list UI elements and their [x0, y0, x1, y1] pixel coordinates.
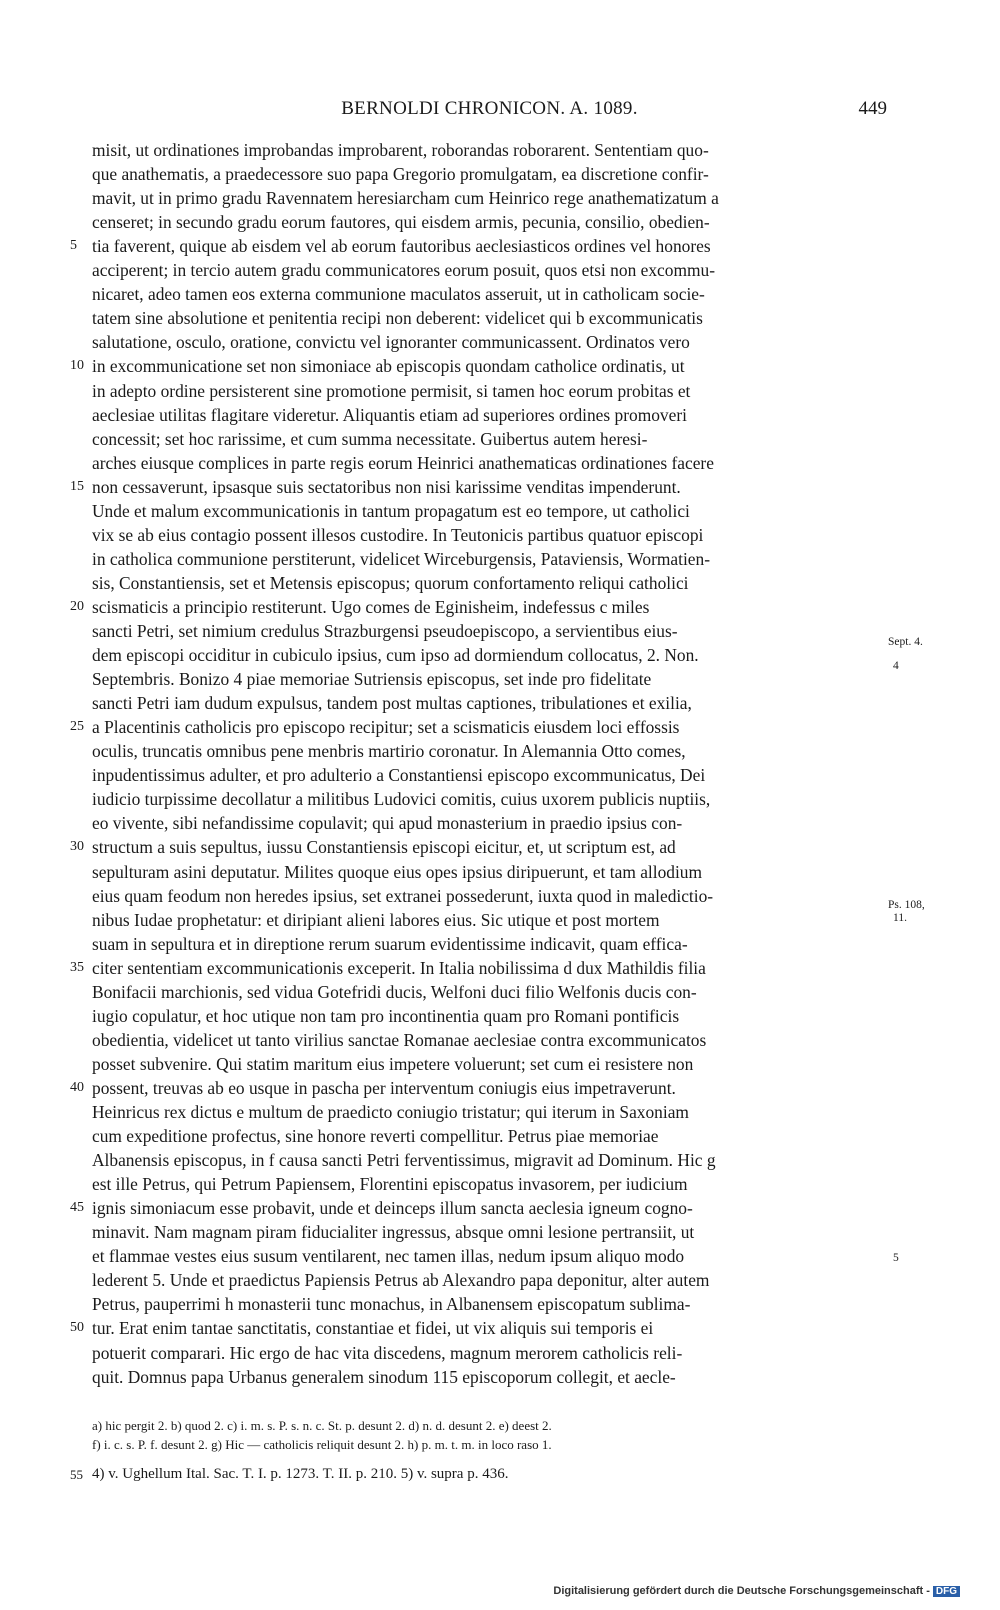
apparatus-line: a) hic pergit 2. b) quod 2. c) i. m. s. P. s. n. c. St. p. desunt 2. d) n. d. desunt 2. e) deest 2. [92, 1418, 552, 1433]
text-line: dem episcopi occiditur in cubiculo ipsius, cum ipso ad dormiendum collocatus, 2. Non. [92, 645, 699, 666]
margin-note: Ps. 108, [888, 899, 925, 911]
text-line: sancti Petri, set nimium credulus Strazburgensi pseudoepiscopo, a servientibus eius- [92, 621, 678, 641]
text-line: in excommunicatione set non simoniace ab episcopis quondam catholice ordinatis, ut [92, 356, 685, 377]
text-line: Unde et malum excommunicationis in tantum propagatum est eo tempore, ut catholici [92, 500, 690, 521]
footnote-line: 4) v. Ughellum Ital. Sac. T. I. p. 1273. T. II. p. 210. 5) v. supra p. 436. [92, 1466, 509, 1482]
apparatus-line: f) i. c. s. P. f. desunt 2. g) Hic — catholicis reliquit desunt 2. h) p. m. t. m. in loco raso 1. [92, 1437, 552, 1452]
text-line: Petrus, pauperrimi h monasterii tunc monachus, in Albanensem episcopatum sublima- [92, 1294, 691, 1315]
line-number: 25 [70, 719, 84, 735]
line-number: 15 [70, 478, 84, 494]
running-title: BERNOLDI CHRONICON. A. 1089. [341, 98, 638, 119]
text-line: in adepto ordine persisterent sine promotione permisit, si tamen hoc eorum probitas et [92, 380, 691, 401]
text-line: concessit; set hoc rarissime, et cum summa necessitate. Guibertus autem heresi- [92, 428, 648, 449]
text-line: quit. Domnus papa Urbanus generalem sinodum 115 episcoporum collegit, et aecle- [92, 1366, 676, 1387]
text-line: posset subvenire. Qui statim maritum eius impetere voluerunt; set cum ei resistere non [92, 1053, 694, 1074]
text-line: potuerit comparari. Hic ergo de hac vita discedens, magnum merorem catholicis reli- [92, 1342, 683, 1363]
text-line: misit, ut ordinationes improbandas improbarent, roborandas roborarent. Sententiam quo- [92, 140, 709, 160]
line-number: 5 [70, 238, 77, 254]
line-number: 50 [70, 1320, 84, 1336]
text-line: tia faverent, quique ab eisdem vel ab eorum fautoribus aeclesiasticos ordines vel honores [92, 236, 711, 257]
text-line: Heinricus rex dictus e multum de praedicto coniugio tristatur; qui iterum in Saxoniam [92, 1102, 689, 1122]
text-line: tatem sine absolutione et penitentia recipi non deberent: videlicet qui b excommunicatis [92, 308, 703, 329]
text-line: que anathematis, a praedecessore suo papa Gregorio promulgatam, ea discretione confir- [92, 164, 709, 185]
text-line: iudicio turpissime decollatur a militibus Ludovici comitis, cuius uxorem publicis nuptiis, [92, 789, 711, 810]
text-line: suam in sepultura et in direptione rerum suarum evidentissime indicavit, quam effica- [92, 933, 688, 954]
text-line: sepulturam asini deputatur. Milites quoque eius opes ipsius diripuerunt, et tam allodium [92, 861, 703, 882]
text-line: et flammae vestes eius susum ventilarent, nec tamen illas, nedum ipsum aliquo modo [92, 1246, 685, 1267]
text-line: in catholica communione perstiterunt, videlicet Wirceburgensis, Pataviensis, Wormatien- [92, 548, 711, 569]
text-line: sis, Constantiensis, set et Metensis episcopus; quorum confortamento reliqui catholici [92, 572, 689, 593]
text-line: Albanensis episcopus, in f causa sancti Petri ferventissimus, migravit ad Dominum. Hic g [92, 1150, 716, 1171]
text-line: sancti Petri iam dudum expulsus, tandem post multas captiones, tribulationes et exilia, [92, 693, 692, 714]
running-header [92, 98, 887, 124]
dfg-logo: DFG [933, 1586, 960, 1597]
line-number: 55 [70, 1467, 83, 1482]
text-line: oculis, truncatis omnibus pene menbris martirio coronatur. In Alemannia Otto comes, [92, 741, 686, 762]
text-line: scismaticis a principio restiterunt. Ugo comes de Eginisheim, indefessus c miles [92, 596, 650, 617]
text-line: inpudentissimus adulter, et pro adulterio a Constantiensi episcopo excommunicatus, Dei [92, 765, 706, 786]
text-line: censeret; in secundo gradu eorum fautores, qui eisdem armis, pecunia, consilio, obedien- [92, 212, 710, 233]
text-line: iugio copulatur, et hoc utique non tam pro incontinentia quam pro Romani pontificis [92, 1005, 680, 1026]
text-line: a Placentinis catholicis pro episcopo recipitur; set a scismaticis eiusdem loci effossis [92, 717, 680, 738]
text-line: est ille Petrus, qui Petrum Papiensem, Florentini episcopatus invasorem, per iudicium [92, 1174, 688, 1195]
text-line: lederent 5. Unde et praedictus Papiensis Petrus ab Alexandro papa deponitur, alter autem [92, 1270, 710, 1291]
line-number: 20 [70, 598, 84, 614]
line-number: 40 [70, 1079, 84, 1095]
text-line: citer sententiam excommunicationis exceperit. In Italia nobilissima d dux Mathildis filia [92, 957, 706, 978]
text-line: mavit, ut in primo gradu Ravennatem heresiarcham cum Heinrico rege anathematizatum a [92, 188, 719, 209]
funding-banner [553, 1585, 960, 1597]
line-number: 30 [70, 839, 84, 855]
margin-note: 5 [893, 1252, 899, 1264]
text-line: possent, treuvas ab eo usque in pascha per interventum coniugis eius impetraverunt. [92, 1077, 676, 1098]
text-line: minavit. Nam magnam piram fiducialiter ingressus, absque omni lesione pertransiit, ut [92, 1222, 695, 1243]
text-line: tur. Erat enim tantae sanctitatis, constantiae et fidei, ut vix aliquis sui temporis ei [92, 1318, 654, 1339]
margin-note: 11. [893, 912, 907, 924]
margin-note: 4 [893, 660, 899, 672]
banner-text: Digitalisierung gefördert durch die Deutsche Forschungsgemeinschaft - [553, 1585, 930, 1597]
text-line: Septembris. Bonizo 4 piae memoriae Sutriensis episcopus, set inde pro fidelitate [92, 669, 652, 690]
text-line: aeclesiae utilitas flagitare videretur. Aliquantis etiam ad superiores ordines promoveri [92, 404, 687, 425]
text-line: cum expeditione profectus, sine honore reverti compellitur. Petrus piae memoriae [92, 1126, 659, 1147]
text-line: vix se ab eius contagio possent illesos custodire. In Teutonicis partibus quatuor episcopi [92, 524, 704, 545]
text-line: arches eiusque complices in parte regis eorum Heinrici anathematicas ordinationes facere [92, 452, 714, 473]
line-number: 35 [70, 959, 84, 975]
text-line: nicaret, adeo tamen eos externa communione maculatos asseruit, ut in catholicam socie- [92, 284, 705, 305]
line-number: 10 [70, 358, 84, 374]
text-line: obedientia, videlicet ut tanto virilius sanctae Romanae aeclesiae contra excommunicatos [92, 1029, 707, 1050]
line-number: 45 [70, 1200, 84, 1216]
text-line: eius quam feodum non heredes ipsius, set extranei possederunt, iuxta quod in maledictio- [92, 885, 714, 906]
text-line: Bonifacii marchionis, sed vidua Gotefridi ducis, Welfoni duci filio Welfonis ducis con- [92, 981, 697, 1002]
margin-note: Sept. 4. [888, 636, 923, 648]
page-number: 449 [858, 98, 887, 119]
text-line: acciperent; in tercio autem gradu communicatores eorum posuit, quos etsi non excommu- [92, 260, 715, 281]
text-line: ignis simoniacum esse probavit, unde et deinceps illum sancta aeclesia igneum cogno- [92, 1198, 693, 1219]
text-line: eo vivente, sibi nefandissime copulavit; qui apud monasterium in praedio ipsius con- [92, 813, 683, 834]
text-line: structum a suis sepultus, iussu Constantiensis episcopi eicitur, et, ut scriptum est, ad [92, 837, 676, 858]
text-line: salutatione, osculo, oratione, convictu vel ignoranter communicassent. Ordinatos vero [92, 332, 690, 353]
text-line: nibus Iudae prophetatur: et diripiant alieni labores eius. Sic utique et post mortem [92, 909, 660, 930]
text-line: non cessaverunt, ipsasque suis sectatoribus non nisi karissime venditas impenderunt. [92, 476, 681, 497]
